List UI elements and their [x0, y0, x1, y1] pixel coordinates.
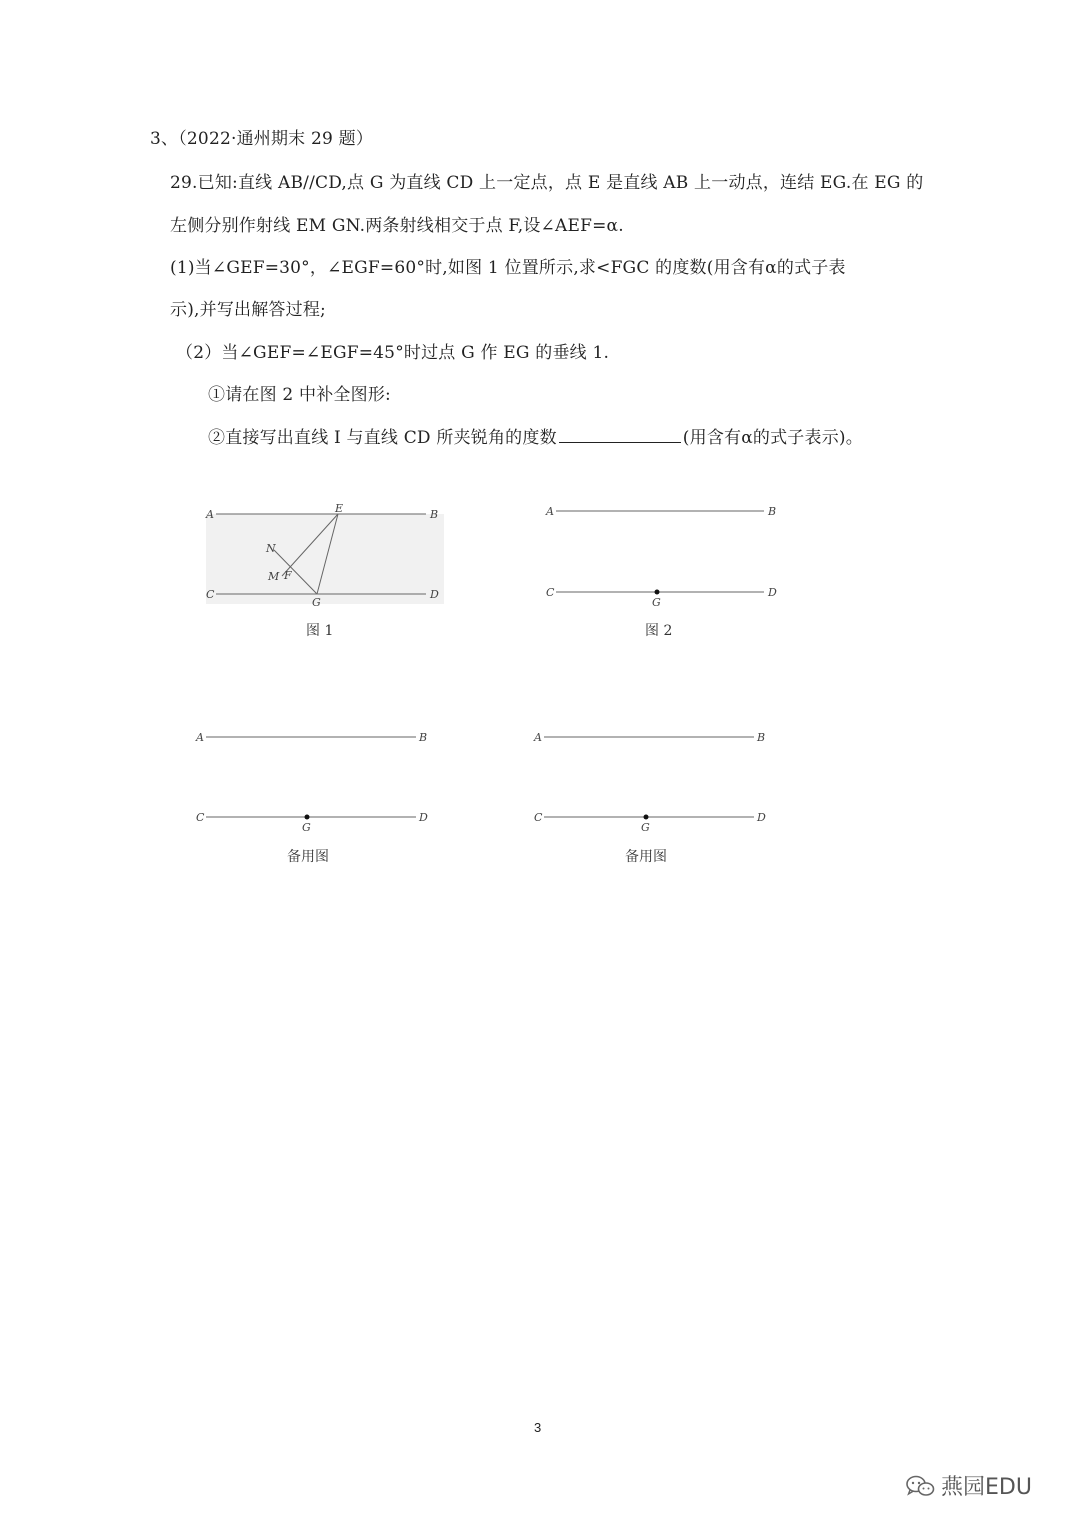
point-g: [644, 815, 649, 820]
spare-figure-1: [190, 726, 440, 836]
label-d: D: [757, 811, 766, 824]
wechat-icon: [905, 1474, 935, 1498]
label-g: G: [312, 596, 321, 609]
point-g: [305, 815, 310, 820]
part1-line-2: 示),并写出解答过程;: [170, 300, 326, 320]
problem-line-1: 29.已知:直线 AB//CD,点 G 为直线 CD 上一定点，点 E 是直线 AB 上一动点，连结 EG.在 EG 的: [170, 173, 924, 193]
label-a: A: [206, 508, 214, 521]
spare-figure-1-caption: 备用图: [287, 849, 329, 865]
label-b: B: [757, 731, 766, 744]
spare-figure-2-caption: 备用图: [625, 849, 667, 865]
label-g: G: [641, 821, 650, 834]
label-g: G: [302, 821, 311, 834]
label-f: F: [284, 569, 292, 582]
part2-item-2-after: (用含有α的式子表示)。: [682, 428, 863, 448]
label-e: E: [335, 502, 344, 515]
answer-blank: [559, 426, 681, 443]
label-a: A: [196, 731, 204, 744]
label-a: A: [546, 505, 554, 518]
label-c: C: [196, 811, 205, 824]
figure-1-drawing: [200, 500, 450, 610]
figure-2-drawing: [540, 500, 790, 610]
label-d: D: [430, 588, 439, 601]
label-a: A: [534, 731, 542, 744]
watermark: [905, 1470, 1032, 1501]
label-c: C: [546, 586, 555, 599]
spare-figure-2: [528, 726, 778, 836]
label-b: B: [419, 731, 428, 744]
part2-item-2: [208, 423, 863, 448]
spare-figure-2-drawing: [528, 726, 778, 836]
part2-item-2-before: ②直接写出直线 I 与直线 CD 所夹锐角的度数: [208, 428, 557, 448]
point-g: [655, 590, 660, 595]
part1-line-1: (1)当∠GEF=30°，∠EGF=60°时,如图 1 位置所示,求<FGC 的度数(用含有α的式子表: [170, 258, 846, 278]
label-c: C: [534, 811, 543, 824]
watermark-text: 燕园EDU: [941, 1475, 1032, 1500]
part2-item-1: ①请在图 2 中补全图形:: [208, 385, 391, 405]
part2-line-1: （2）当∠GEF=∠EGF=45°时过点 G 作 EG 的垂线 1.: [176, 343, 610, 363]
figure-1: [200, 500, 450, 610]
figure-2: [540, 500, 790, 610]
spare-figure-1-drawing: [190, 726, 440, 836]
page-number: 3: [534, 1420, 542, 1435]
figure-1-caption: 图 1: [306, 623, 334, 639]
problem-line-2: 左侧分别作射线 EM GN.两条射线相交于点 F,设∠AEF=α.: [170, 216, 624, 236]
figure-2-caption: 图 2: [645, 623, 673, 639]
section-heading: 3、（2022·通州期末 29 题）: [150, 129, 374, 149]
label-m: M: [268, 570, 280, 583]
label-d: D: [768, 586, 777, 599]
label-n: N: [266, 542, 276, 555]
label-b: B: [430, 508, 439, 521]
label-g: G: [652, 596, 661, 609]
label-c: C: [206, 588, 215, 601]
figure-1-background: [206, 514, 444, 604]
label-b: B: [768, 505, 777, 518]
label-d: D: [419, 811, 428, 824]
